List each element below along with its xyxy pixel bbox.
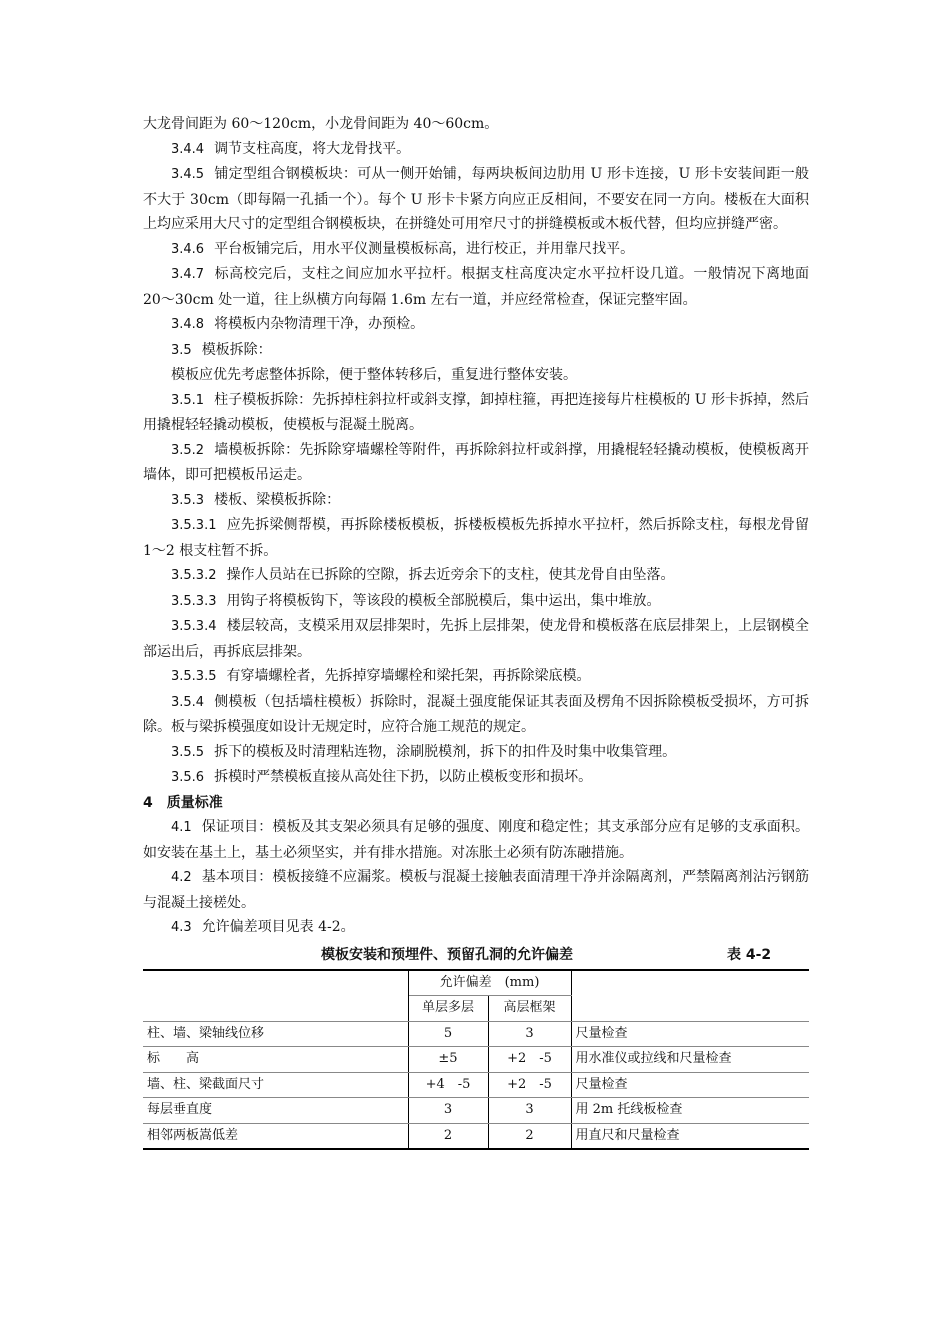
cell-method: 用 2m 托线板检查 [571, 1098, 809, 1124]
paragraph-text: 楼板、梁模板拆除： [214, 491, 341, 508]
paragraph [143, 915, 809, 941]
paragraph [143, 137, 809, 163]
cell-high: +2 -5 [488, 1047, 571, 1073]
paragraph [143, 488, 809, 514]
paragraph [143, 690, 809, 740]
paragraph [143, 237, 809, 263]
header-single-cell: 单层多层 [408, 996, 488, 1022]
clause-number: 3.5.3.3 [171, 593, 217, 609]
table-title: 模板安装和预埋件、预留孔洞的允许偏差 [321, 946, 573, 963]
paragraph-text: 保证项目：模板及其支架必须具有足够的强度、刚度和稳定性；其支承部分应有足够的支承面积。如安装在基土上，基土必须坚实，并有排水措施。对冻胀土必须有防冻融措施。 [143, 819, 809, 861]
paragraph [143, 865, 809, 915]
paragraph [143, 740, 809, 766]
clause-number: 3.4.6 [171, 241, 205, 257]
cell-item: 柱、墙、梁轴线位移 [143, 1021, 408, 1047]
paragraph-text: 将模板内杂物清理干净，办预检。 [214, 316, 425, 332]
clause-number: 3.5.3.5 [171, 669, 217, 684]
table-row [143, 1021, 809, 1047]
table-row [143, 1047, 809, 1073]
paragraph [143, 589, 809, 615]
paragraph [143, 312, 809, 338]
paragraph-text: 操作人员站在已拆除的空隙，拆去近旁余下的支柱，使其龙骨自由坠落。 [226, 567, 675, 583]
cell-method: 尺量检查 [571, 1072, 809, 1098]
tolerance-table [143, 969, 809, 1151]
cell-single: +4 -5 [408, 1072, 488, 1098]
clause-number: 3.4.8 [171, 317, 205, 332]
clause-number: 3.5.5 [171, 744, 205, 760]
clause-number: 4.3 [171, 920, 192, 935]
paragraph-text: 基本项目：模板接缝不应漏浆。模板与混凝土接触表面清理干净并涂隔离剂，严禁隔离剂沾污钢筋与混凝土接槎处。 [143, 869, 809, 911]
cell-item: 标 高 [143, 1047, 408, 1073]
cell-high: 3 [488, 1098, 571, 1124]
paragraph-group-section3 [143, 112, 809, 791]
clause-number: 3.5.6 [171, 770, 205, 785]
paragraph-text: 侧模板（包括墙柱模板）拆除时，混凝土强度能保证其表面及楞角不因拆除模板受损坏，方可拆除。板与梁拆模强度如设计无规定时，应符合施工规范的规定。 [143, 693, 809, 735]
paragraph-text: 应先拆梁侧帮模，再拆除楼板模板，拆楼板模板先拆掉水平拉杆，然后拆除支柱，每根龙骨留 1～2 根支柱暂不拆。 [143, 517, 809, 559]
clause-number: 3.5.2 [171, 442, 205, 458]
cell-method: 用直尺和尺量检查 [571, 1123, 809, 1149]
paragraph-text: 模板应优先考虑整体拆除，便于整体转移后，重复进行整体安装。 [171, 367, 577, 383]
cell-high: +2 -5 [488, 1072, 571, 1098]
paragraph-text: 有穿墙螺栓者，先拆掉穿墙螺栓和梁托架，再拆除梁底模。 [226, 668, 591, 684]
section-number: 4 [143, 794, 153, 811]
paragraph [143, 664, 809, 690]
paragraph [143, 815, 809, 865]
clause-number: 3.5.3.1 [171, 518, 217, 533]
paragraph [143, 162, 809, 237]
header-high-cell: 高层框架 [488, 996, 571, 1022]
paragraph-group-section4 [143, 815, 809, 941]
cell-high: 2 [488, 1123, 571, 1149]
paragraph-text: 拆模时严禁模板直接从高处往下扔，以防止模板变形和损坏。 [214, 769, 593, 785]
clause-number: 3.5.1 [171, 392, 205, 408]
paragraph-text: 平台板铺完后，用水平仪测量模板标高，进行校正，并用靠尺找平。 [214, 240, 635, 257]
paragraph-text: 模板拆除： [201, 341, 272, 358]
paragraph-text: 用钩子将模板钩下，等该段的模板全部脱模后，集中运出，集中堆放。 [226, 592, 661, 609]
cell-item: 墙、柱、梁截面尺寸 [143, 1072, 408, 1098]
paragraph-text: 允许偏差项目见表 4-2。 [201, 919, 355, 935]
document-page [143, 112, 809, 1150]
paragraph-text: 拆下的模板及时清理粘连物，涂刷脱模剂，拆下的扣件及时集中收集管理。 [214, 743, 677, 760]
paragraph [143, 363, 809, 388]
section-heading-4 [143, 791, 809, 816]
paragraph [143, 563, 809, 589]
clause-number: 3.5.3.2 [171, 568, 217, 583]
paragraph [143, 262, 809, 312]
cell-single: 3 [408, 1098, 488, 1124]
paragraph [143, 112, 809, 137]
paragraph [143, 765, 809, 791]
table-row [143, 1123, 809, 1149]
cell-single: ±5 [408, 1047, 488, 1073]
cell-item: 相邻两板嵩低差 [143, 1123, 408, 1149]
cell-method: 尺量检查 [571, 1021, 809, 1047]
cell-single: 2 [408, 1123, 488, 1149]
paragraph-text: 墙模板拆除：先拆除穿墙螺栓等附件，再拆除斜拉杆或斜撑，用撬棍轻轻撬动模板，使模板离开墙体，即可把模板吊运走。 [143, 441, 809, 483]
table-row [143, 1098, 809, 1124]
paragraph [143, 338, 809, 364]
header-item-cell [143, 970, 408, 1022]
clause-number: 4.1 [171, 820, 192, 835]
cell-single: 5 [408, 1021, 488, 1047]
cell-high: 3 [488, 1021, 571, 1047]
clause-number: 3.4.7 [171, 267, 205, 282]
table-row [143, 1072, 809, 1098]
clause-number: 3.5.3 [171, 492, 205, 508]
clause-number: 3.5.3.4 [171, 619, 217, 634]
clause-number: 3.5.4 [171, 694, 205, 710]
paragraph [143, 388, 809, 438]
clause-number: 3.4.4 [171, 141, 205, 157]
paragraph [143, 438, 809, 488]
paragraph-text: 楼层较高，支模采用双层排架时，先拆上层排架，使龙骨和模板落在底层排架上，上层钢模全部运出后，再拆底层排架。 [143, 618, 809, 660]
paragraph-text: 标高校完后，支柱之间应加水平拉杆。根据支柱高度决定水平拉杆设几道。一般情况下离地面 20～30cm 处一道，往上纵横方向每隔 1.6m 左右一道，并应经常检查，保证完整牢固。 [143, 266, 809, 308]
table-caption [143, 943, 809, 969]
clause-number: 3.4.5 [171, 167, 205, 182]
table-number: 表 4-2 [727, 946, 772, 963]
paragraph-text: 柱子模板拆除：先拆掉柱斜拉杆或斜支撑，卸掉柱箍，再把连接每片柱模板的 U 形卡拆掉，然后用撬棍轻轻撬动模板，使模板与混凝土脱离。 [143, 391, 809, 433]
paragraph [143, 513, 809, 563]
header-group-cell: 允许偏差 (mm) [408, 970, 571, 996]
clause-number: 4.2 [171, 870, 192, 885]
clause-number: 3.5 [171, 342, 192, 358]
cell-method: 用水准仪或拉线和尺量检查 [571, 1047, 809, 1073]
header-method-cell [571, 970, 809, 1022]
paragraph-text: 铺定型组合钢模板块：可从一侧开始铺，每两块板间边肋用 U 形卡连接，U 形卡安装间距一般不大于 30cm（即每隔一孔插一个）。每个 U 形卡卡紧方向应正反相间，不要安在同一方向。楼板在大面积上均应采用大尺寸的定型组合钢模板块，在拼缝处可用窄尺寸的拼缝模板或木板代替，但均应拼缝严密。 [143, 166, 809, 232]
cell-item: 每层垂直度 [143, 1098, 408, 1124]
section-title: 质量标准 [166, 794, 223, 811]
paragraph-text: 大龙骨间距为 60～120cm，小龙骨间距为 40～60cm。 [143, 116, 499, 132]
paragraph [143, 614, 809, 664]
paragraph-text: 调节支柱高度，将大龙骨找平。 [214, 140, 411, 157]
